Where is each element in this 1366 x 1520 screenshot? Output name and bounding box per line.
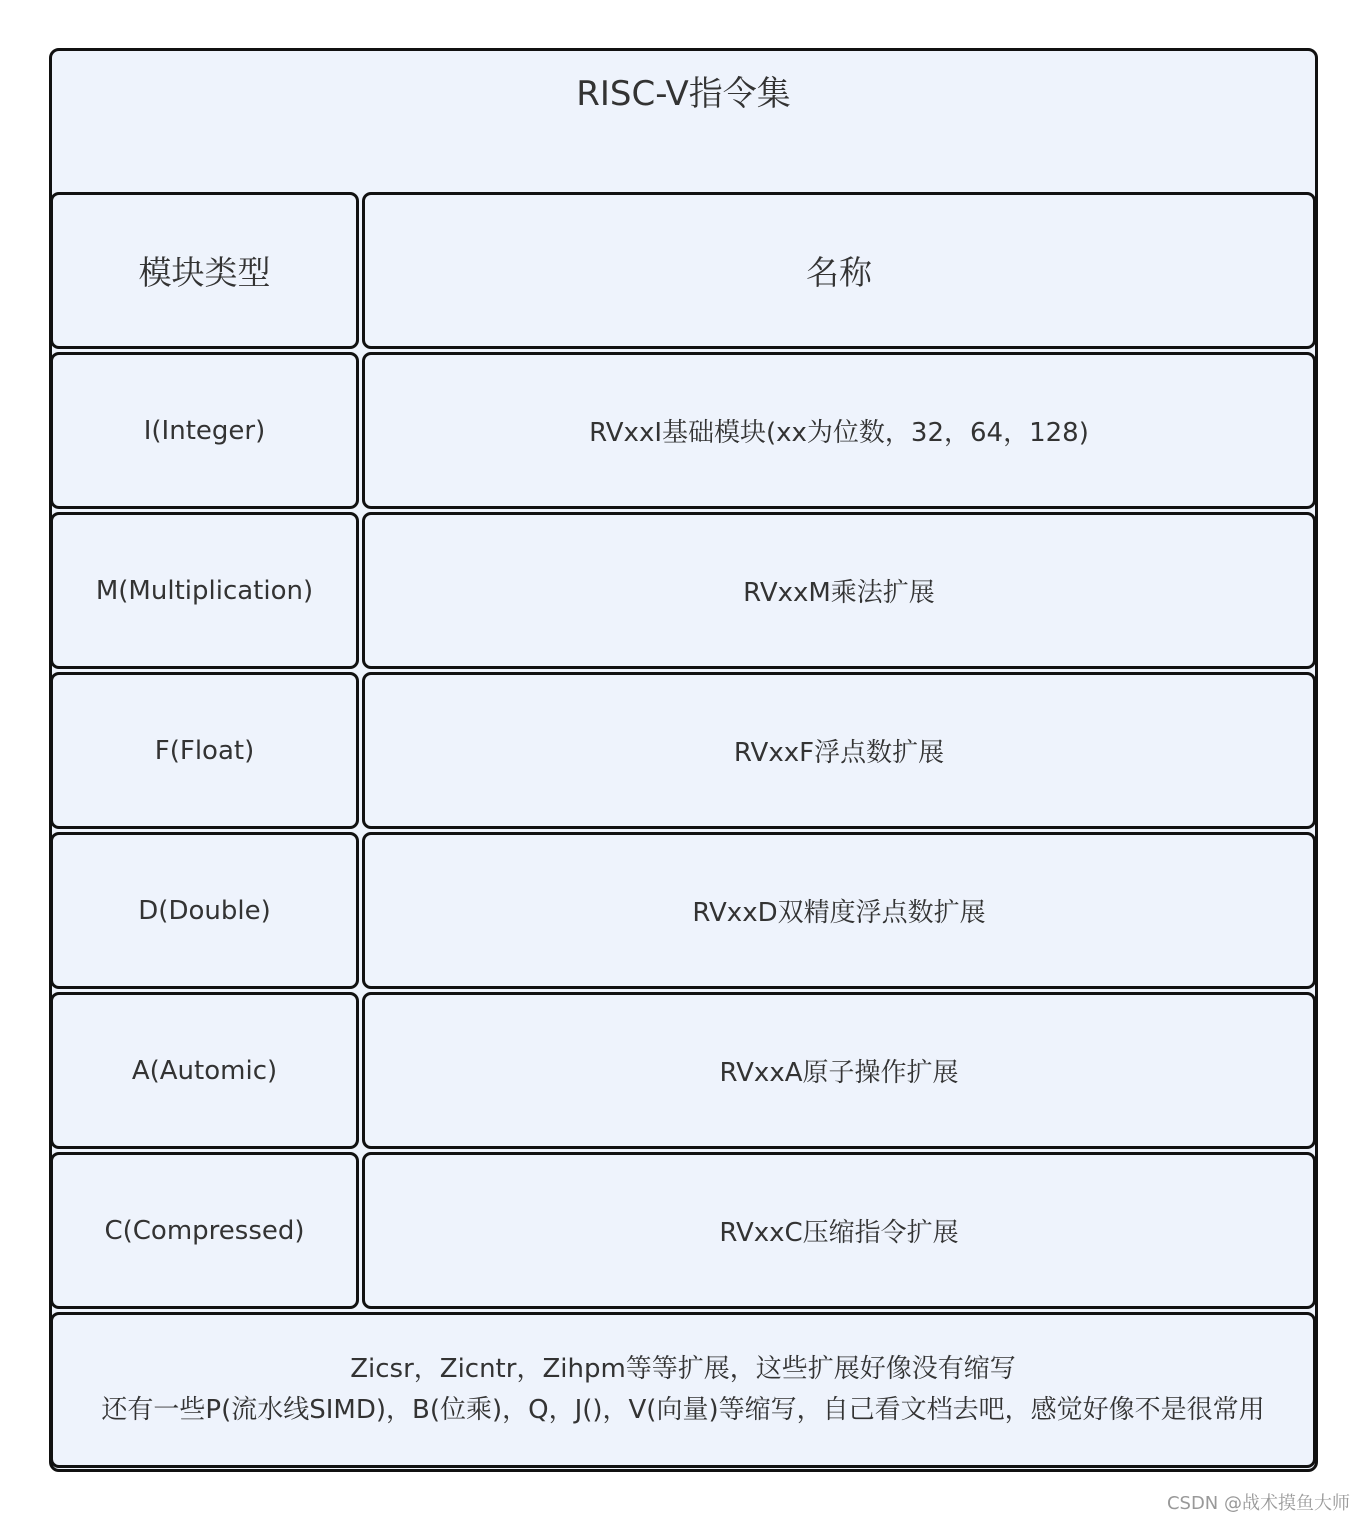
- footer-line-2: 还有一些P(流水线SIMD)，B(位乘)，Q，J()，V(向量)等缩写，自己看文档去吧，感觉好像不是很常用: [101, 1395, 1265, 1425]
- row-name-cell: RVxxD双精度浮点数扩展: [362, 832, 1316, 989]
- row-name-cell: RVxxI基础模块(xx为位数，32，64，128): [362, 352, 1316, 509]
- row-name-cell: RVxxM乘法扩展: [362, 512, 1316, 669]
- row-type-cell: F(Float): [50, 672, 359, 829]
- watermark: CSDN @战术摸鱼大师: [1166, 1493, 1350, 1514]
- header-name-cell: 名称: [362, 192, 1316, 349]
- row-type-cell: D(Double): [50, 832, 359, 989]
- row-name-cell: RVxxA原子操作扩展: [362, 992, 1316, 1149]
- row-name-cell: RVxxC压缩指令扩展: [362, 1152, 1316, 1309]
- row-type-cell: A(Automic): [50, 992, 359, 1149]
- row-type-cell: M(Multiplication): [50, 512, 359, 669]
- footer-note: [50, 1312, 1316, 1468]
- row-type-cell: C(Compressed): [50, 1152, 359, 1309]
- row-type-cell: I(Integer): [50, 352, 359, 509]
- diagram-title: RISC-V指令集: [576, 74, 791, 114]
- row-name-cell: RVxxF浮点数扩展: [362, 672, 1316, 829]
- header-type-cell: 模块类型: [50, 192, 359, 349]
- footer-line-1: Zicsr，Zicntr，Zihpm等等扩展，这些扩展好像没有缩写: [350, 1354, 1016, 1384]
